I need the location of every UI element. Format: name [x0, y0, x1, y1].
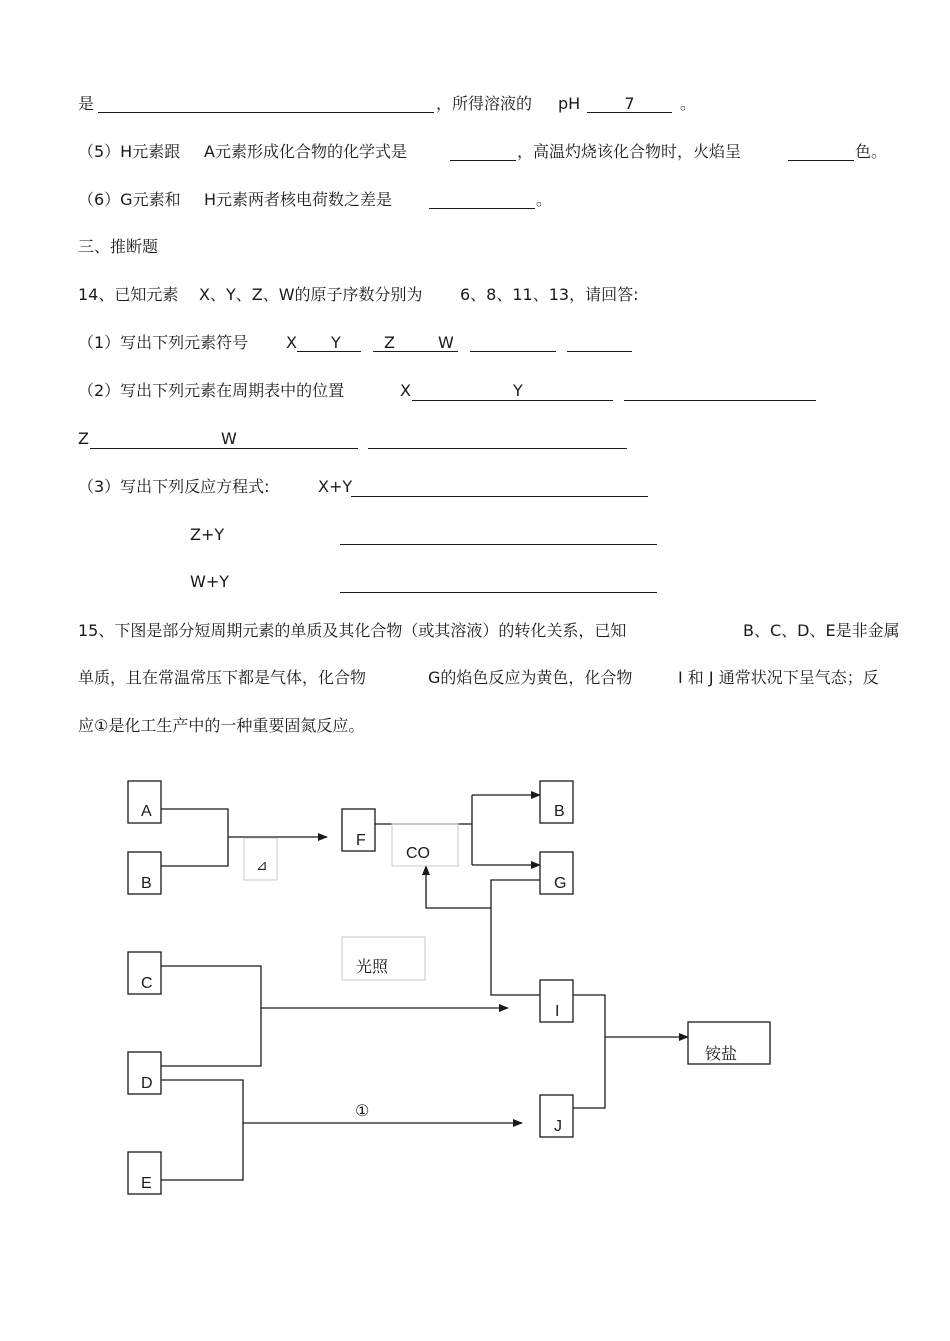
q13-item5-d: 色。 — [855, 142, 888, 161]
box-i-label: I — [555, 1003, 560, 1020]
q14-intro-a: 14、已知元素 — [78, 285, 179, 304]
q14-p1-label: （1）写出下列元素符号 — [78, 333, 249, 352]
q15-line3: 应①是化工生产中的一种重要固氮反应。 — [78, 716, 365, 735]
q14-p1-x: X — [286, 333, 297, 352]
q15-line2-c: I 和 J 通常状况下呈气态；反 — [678, 668, 879, 687]
section-heading: 三、推断题 — [78, 237, 159, 256]
q14-p2-label: （2）写出下列元素在周期表中的位置 — [78, 381, 345, 400]
q14-p2-z: Z — [78, 429, 89, 448]
box-ammonium-label: 铵盐 — [705, 1046, 738, 1063]
q15-line2-a: 单质，且在常温常压下都是气体，化合物 — [78, 668, 367, 687]
q14-p2-y: Y — [513, 381, 523, 400]
q15-line1-a: 15、下图是部分短周期元素的单质及其化合物（或其溶液）的转化关系，已知 — [78, 621, 627, 640]
q14-intro-nums: 6、8、11、13，请回答: — [460, 285, 639, 304]
connector-e — [161, 1080, 243, 1180]
q14-p1-z: Z — [384, 333, 395, 352]
q14-p1-w: W — [438, 333, 454, 352]
box-b-left-label: B — [141, 875, 152, 892]
q14-p3-eq1: X+Y — [318, 477, 353, 496]
q13-ph-label: pH — [558, 94, 581, 113]
q13-line-a-mid: ，所得溶液的 — [436, 94, 533, 113]
q14-p3-eq2: Z+Y — [190, 525, 225, 544]
q13-ph-value: 7 — [624, 94, 635, 113]
q13-item5-a: （5）H元素跟 — [78, 142, 181, 161]
connector-i-up — [491, 880, 540, 995]
q13-item6-a: （6）G元素和 — [78, 190, 181, 209]
box-c-label: C — [141, 975, 153, 992]
connector-a — [161, 809, 228, 866]
q15-line2-b: G的焰色反应为黄色，化合物 — [428, 668, 633, 687]
q13-line-a-start: 是 — [78, 94, 95, 113]
q14-p2-x: X — [400, 381, 411, 400]
reaction-1-label: ① — [355, 1103, 370, 1120]
q14-p2-w: W — [221, 429, 237, 448]
box-a-label: A — [141, 803, 152, 820]
heat-label: ⊿ — [256, 857, 268, 873]
q13-item5-b: A元素形成化合物的化学式是 — [204, 142, 407, 161]
light-label: 光照 — [356, 959, 389, 976]
box-j-label: J — [554, 1118, 562, 1135]
connector-c — [161, 966, 261, 1066]
q14-p3-eq3: W+Y — [190, 572, 229, 591]
q15-line1-b: B、C、D、E是非金属 — [743, 621, 900, 640]
arrow-to-co2 — [426, 866, 491, 908]
box-f-label: F — [356, 832, 366, 849]
q13-item6-b: H元素两者核电荷数之差是 — [204, 190, 393, 209]
q14-p1-y: Y — [331, 333, 341, 352]
q14-p3-label: （3）写出下列反应方程式: — [78, 477, 270, 496]
box-e-label: E — [141, 1175, 152, 1192]
q13-line-a-end: 。 — [680, 94, 697, 113]
q13-item5-c: ，高温灼烧该化合物时，火焰呈 — [517, 142, 742, 161]
connector-i-j — [573, 995, 605, 1108]
box-d-label: D — [141, 1075, 153, 1092]
box-b-right-label: B — [554, 803, 565, 820]
co2-label: CO — [406, 845, 430, 862]
box-g-label: G — [554, 875, 567, 892]
q14-intro-elems: X、Y、Z、W的原子序数分别为 — [199, 285, 423, 304]
q13-item6-end: 。 — [536, 190, 553, 209]
